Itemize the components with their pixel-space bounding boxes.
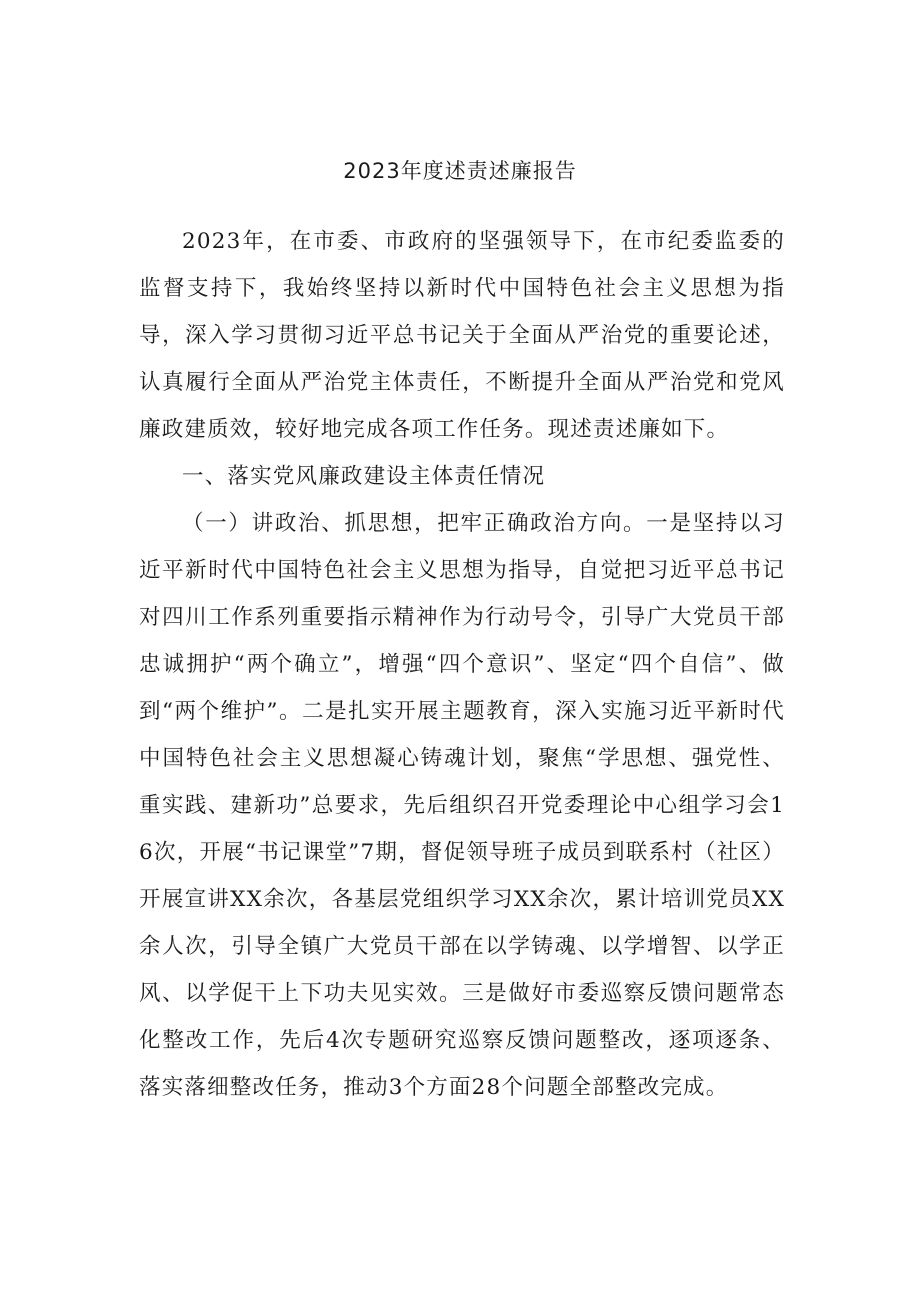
- document-title: 2023年度述责述廉报告: [343, 159, 577, 183]
- paragraph-section-1: （一）讲政治、抓思想，把牢正确政治方向。一是坚持以习近平新时代中国特色社会主义思想为指导，自觉把习近平总书记对四川工作系列重要指示精神作为行动号令，引导广大党员干部忠诚拥护“两个确立”，增强“四个意识”、坚定“四个自信”、做到“两个维护”。二是扎实开展主题教育，深入实施习近平新时代中国特色社会主义思想凝心铸魂计划，聚焦“学思想、强党性、重实践、建新功”总要求，先后组织召开党委理论中心组学习会16次，开展“书记课堂”7期，督促领导班子成员到联系村（社区）开展宣讲XX余次，各基层党组织学习XX余次，累计培训党员XX余人次，引导全镇广大党员干部在以学铸魂、以学增智、以学正风、以学促干上下功夫见实效。三是做好市委巡察反馈问题常态化整改工作，先后4次专题研究巡察反馈问题整改，逐项逐条、落实落细整改任务，推动3个方面28个问题全部整改完成。: [139, 511, 785, 1100]
- section-heading: 一、落实党风廉政建设主体责任情况: [182, 464, 546, 489]
- document-body: [139, 218, 785, 1111]
- paragraph-intro: 2023年，在市委、市政府的坚强领导下，在市纪委监委的监督支持下，我始终坚持以新时代中国特色社会主义思想为指导，深入学习贯彻习近平总书记关于全面从严治党的重要论述，认真履行全面从严治党主体责任，不断提升全面从严治党和党风廉政建质效，较好地完成各项工作任务。现述责述廉如下。: [139, 229, 785, 442]
